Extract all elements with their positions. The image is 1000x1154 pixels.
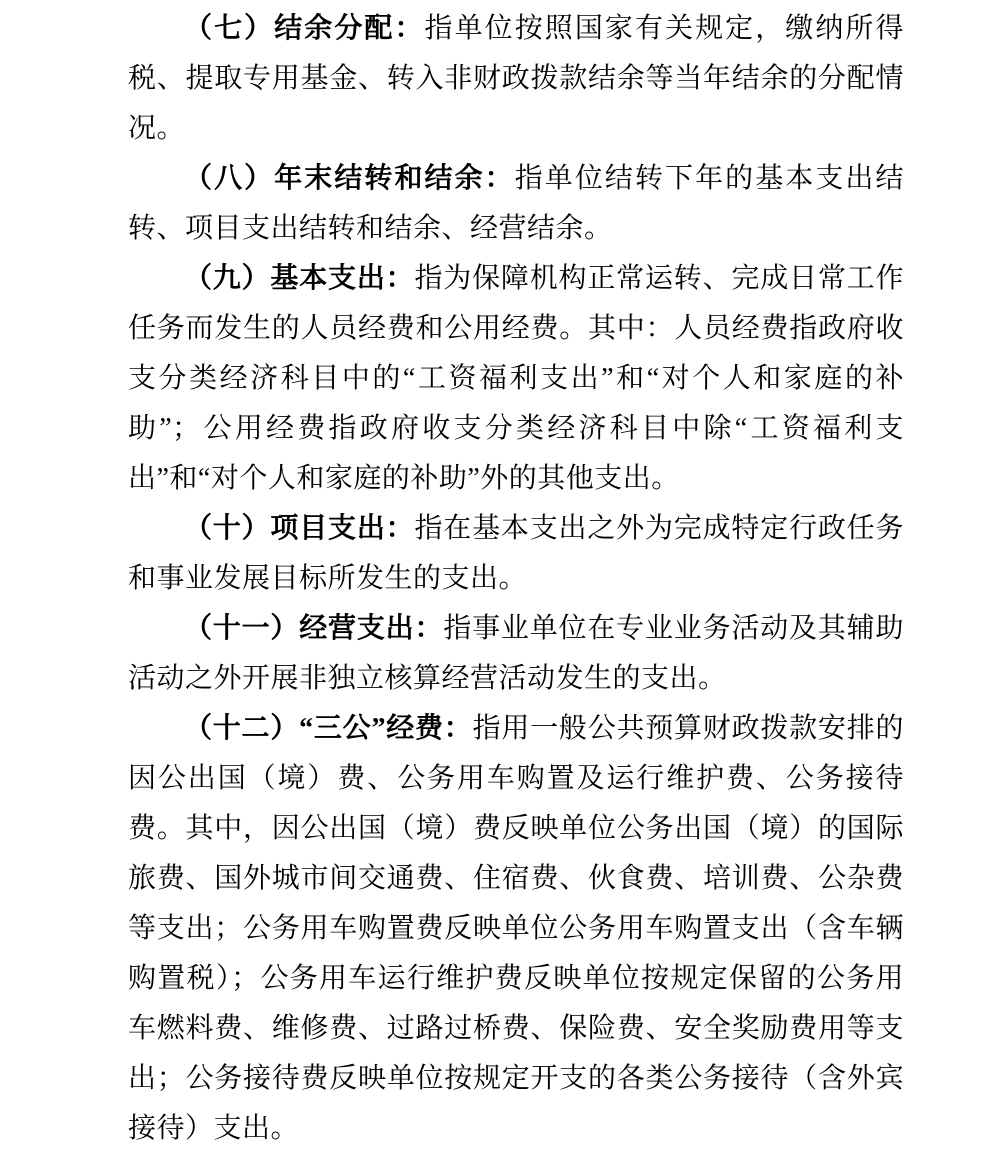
paragraph-12-three-public-funds [128, 704, 904, 1154]
paragraph-7-surplus-distribution [128, 4, 904, 154]
paragraph-label: （十二）“三公”经费： [184, 713, 473, 744]
paragraph-label: （八）年末结转和结余： [184, 163, 515, 194]
paragraph-label: （九）基本支出： [184, 263, 415, 294]
paragraph-body: 指用一般公共预算财政拨款安排的因公出国（境）费、公务用车购置及运行维护费、公务接待费。其中，因公出国（境）费反映单位公务出国（境）的国际旅费、国外城市间交通费、住宿费、伙食费、培训费、公杂费等支出；公务用车购置费反映单位公务用车购置支出（含车辆购置税）；公务用车运行维护费反映单位按规定保留的公务用车燃料费、维修费、过路过桥费、保险费、安全奖励费用等支出；公务接待费反映单位按规定开支的各类公务接待（含外宾接待）支出。 [128, 713, 904, 1144]
paragraph-body: 指在基本支出之外为完成特定行政任务和事业发展目标所发生的支出。 [128, 513, 904, 594]
paragraph-10-project-expenditure [128, 504, 904, 604]
paragraph-8-year-end-carryover [128, 154, 904, 254]
paragraph-label: （七）结余分配： [184, 13, 425, 44]
paragraph-body: 指为保障机构正常运转、完成日常工作任务而发生的人员经费和公用经费。其中：人员经费指政府收支分类经济科目中的“工资福利支出”和“对个人和家庭的补助”；公用经费指政府收支分类经济科目中除“工资福利支出”和“对个人和家庭的补助”外的其他支出。 [128, 263, 904, 494]
paragraph-body: 指单位结转下年的基本支出结转、项目支出结转和结余、经营结余。 [128, 163, 904, 244]
paragraph-body: 指事业单位在专业业务活动及其辅助活动之外开展非独立核算经营活动发生的支出。 [128, 613, 904, 694]
paragraph-body: 指单位按照国家有关规定，缴纳所得税、提取专用基金、转入非财政拨款结余等当年结余的分配情况。 [128, 13, 904, 144]
paragraph-11-operating-expenditure [128, 604, 904, 704]
paragraph-label: （十一）经营支出： [184, 613, 444, 644]
paragraph-9-basic-expenditure [128, 254, 904, 504]
paragraph-label: （十）项目支出： [184, 513, 415, 544]
document-page [128, 4, 904, 1154]
